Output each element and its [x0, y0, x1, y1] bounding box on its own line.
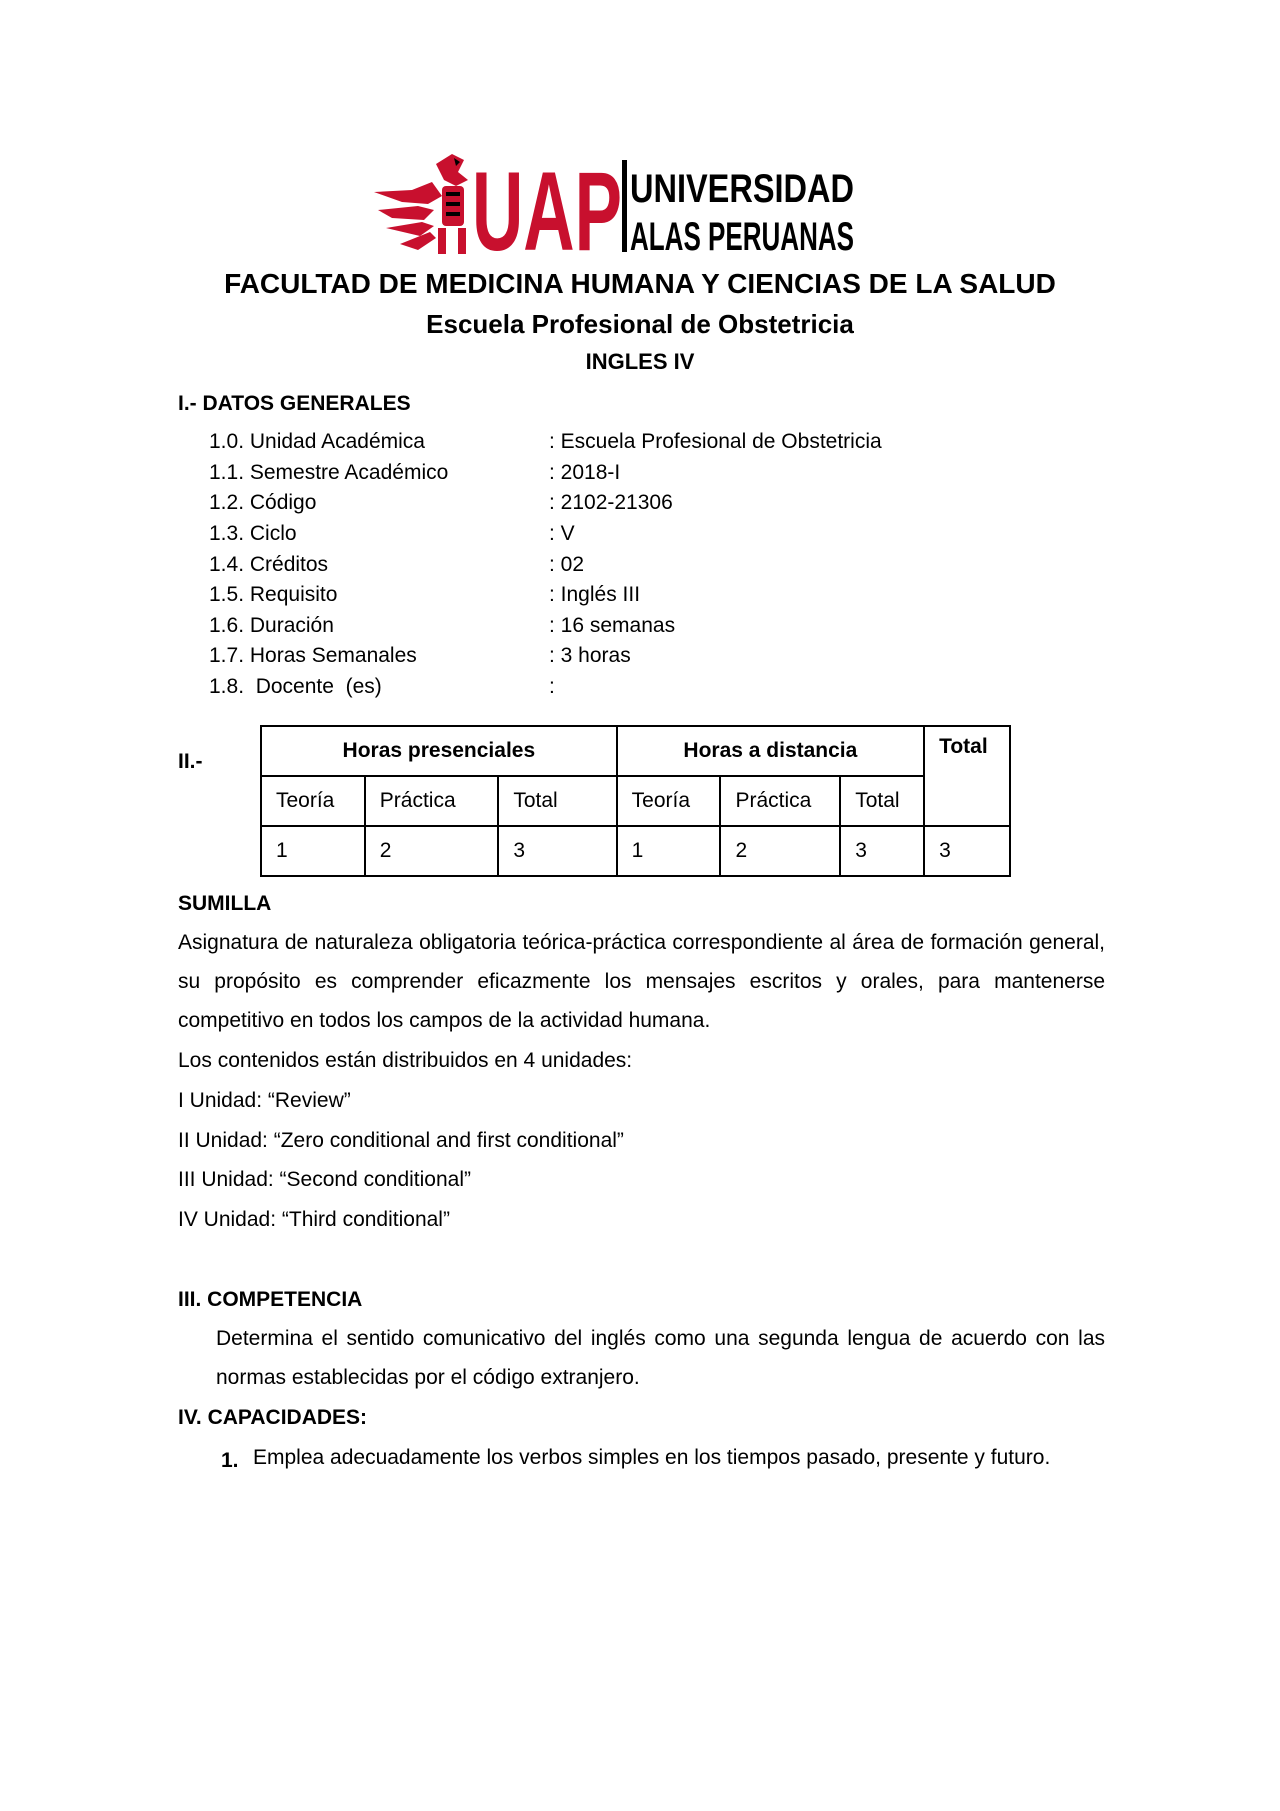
general-item-label: 1.6. Duración	[209, 614, 334, 637]
general-item-label: 1.1. Semestre Académico	[209, 461, 449, 484]
unit-item: IV Unidad: “Third conditional”	[178, 1208, 450, 1231]
general-item-label: 1.4. Créditos	[209, 553, 329, 576]
general-item-value: :	[549, 675, 555, 698]
table-subheader: Total	[498, 776, 616, 826]
svg-text:ALAS PERUANAS: ALAS PERUANAS	[630, 215, 854, 259]
general-item-value: : 2018-I	[549, 461, 621, 484]
sumilla-paragraph: Asignatura de naturaleza obligatoria teórica-práctica correspondiente al área de formación general, su propósito es comprender eficazmente los mensajes escritos y orales, para mantenerse competitivo en todos los campos de la actividad humana.	[178, 931, 1105, 1032]
table-header: Horas a distancia	[617, 726, 924, 776]
general-item-label: 1.2. Código	[209, 491, 317, 514]
table-subheader: Teoría	[261, 776, 365, 826]
hours-heading: II.-	[178, 750, 203, 773]
faculty-title: FACULTAD DE MEDICINA HUMANA Y CIENCIAS DE LA SALUD	[224, 268, 1056, 299]
sumilla-intro: Los contenidos están distribuidos en 4 unidades:	[178, 1049, 633, 1072]
general-item-value: : V	[549, 522, 575, 545]
table-header: Horas presenciales	[261, 726, 617, 776]
table-cell: 3	[498, 826, 616, 876]
competencia-heading: III. COMPETENCIA	[178, 1288, 363, 1311]
general-item-label: 1.0. Unidad Académica	[209, 430, 425, 453]
course-title: INGLES IV	[585, 349, 695, 374]
general-item-label: 1.3. Ciclo	[209, 522, 297, 545]
capacidad-number: 1.	[221, 1449, 239, 1472]
general-item-label: 1.8. Docente (es)	[209, 675, 382, 698]
table-header: Total	[924, 726, 1010, 826]
general-item-value: : 16 semanas	[549, 614, 676, 637]
general-item-label: 1.7. Horas Semanales	[209, 644, 417, 667]
table-subheader: Práctica	[365, 776, 499, 826]
table-subheader: Teoría	[617, 776, 721, 826]
general-item-value: : 3 horas	[549, 644, 631, 667]
general-item-value: : Inglés III	[549, 583, 641, 606]
table-subheader: Práctica	[720, 776, 840, 826]
competencia-text: Determina el sentido comunicativo del inglés como una segunda lengua de acuerdo con las normas establecidas por el código extranjero.	[216, 1327, 1105, 1389]
school-title: Escuela Profesional de Obstetricia	[426, 309, 854, 339]
capacidades-heading: IV. CAPACIDADES:	[178, 1406, 368, 1429]
table-cell: 3	[840, 826, 924, 876]
table-cell: 1	[261, 826, 365, 876]
unit-item: I Unidad: “Review”	[178, 1089, 351, 1112]
general-item-value: : Escuela Profesional de Obstetricia	[549, 430, 882, 453]
table-cell: 1	[617, 826, 721, 876]
general-heading: I.- DATOS GENERALES	[178, 392, 411, 415]
general-item-value: : 02	[549, 553, 585, 576]
unit-item: III Unidad: “Second conditional”	[178, 1168, 472, 1191]
svg-text:UNIVERSIDAD: UNIVERSIDAD	[630, 167, 854, 211]
table-subheader: Total	[840, 776, 924, 826]
table-cell: 2	[720, 826, 840, 876]
unit-item: II Unidad: “Zero conditional and first conditional”	[178, 1129, 624, 1152]
sumilla-heading: SUMILLA	[178, 892, 272, 915]
table-cell: 2	[365, 826, 499, 876]
table-cell: 3	[924, 826, 1010, 876]
logo-mark: UAP	[472, 149, 622, 274]
university-logo	[372, 149, 857, 274]
capacidad-text: Emplea adecuadamente los verbos simples en los tiempos pasado, presente y futuro.	[253, 1446, 1051, 1469]
general-item-label: 1.5. Requisito	[209, 583, 338, 606]
general-item-value: : 2102-21306	[549, 491, 673, 514]
hours-table	[260, 725, 1011, 877]
